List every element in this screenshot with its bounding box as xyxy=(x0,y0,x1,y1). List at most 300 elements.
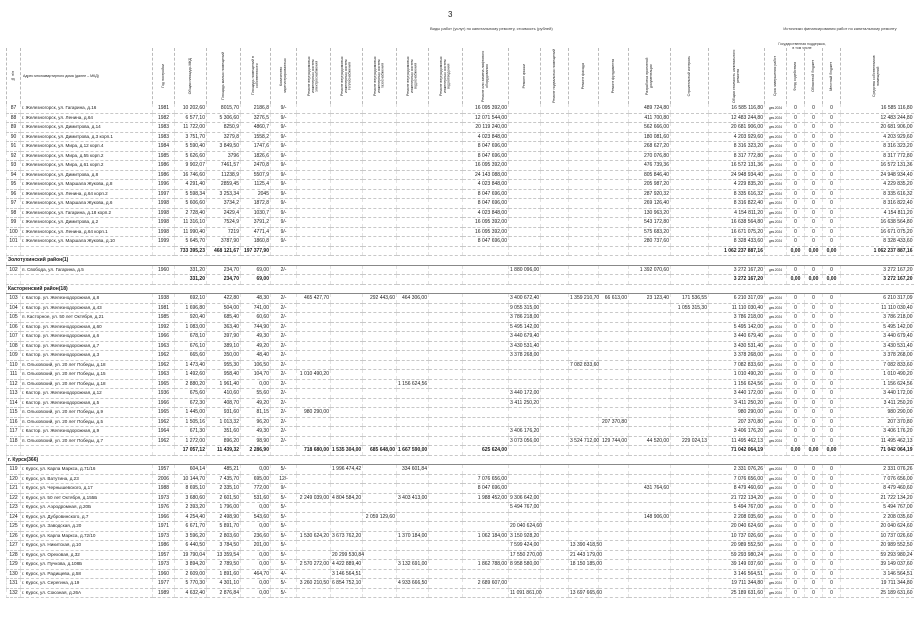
cell-wat xyxy=(397,332,429,342)
cell-el xyxy=(297,332,331,342)
cell-sew xyxy=(429,417,463,427)
cell-fac xyxy=(569,199,599,209)
cell-lift: 4 023 848,00 xyxy=(463,208,509,218)
cell-sew xyxy=(429,493,463,503)
cell-f: 0 xyxy=(787,427,805,437)
cell-term: дек.2024 xyxy=(765,360,787,370)
cell-b: 7219 xyxy=(207,227,241,237)
cell-s: 3 272 167,20 xyxy=(841,265,914,275)
cell-a: 17 057,12 xyxy=(175,446,207,456)
cell-o: 0 xyxy=(805,436,823,446)
table-row xyxy=(7,322,914,332)
cell-y: 1982 xyxy=(153,113,175,123)
cell-y: 1998 xyxy=(153,199,175,209)
cell-fac xyxy=(569,332,599,342)
cell-c: 464,70 xyxy=(241,569,271,579)
cell-m: 0 xyxy=(823,180,841,190)
cell-m: 0,00 xyxy=(823,275,841,285)
cell-b: 351,60 xyxy=(207,427,241,437)
cell-y: 1983 xyxy=(153,132,175,142)
cell-base xyxy=(541,465,569,475)
cell-d: 2/- xyxy=(271,322,297,332)
cell-y: 1973 xyxy=(153,531,175,541)
table-row xyxy=(7,436,914,446)
cell-fund xyxy=(599,427,629,437)
cell-base xyxy=(541,237,569,247)
cell-tot: 59 293 980,24 xyxy=(709,550,765,560)
cell-sew xyxy=(429,161,463,171)
cell-el xyxy=(297,189,331,199)
cell-el xyxy=(297,522,331,532)
table-row xyxy=(7,227,914,237)
cell-a: 5 590,40 xyxy=(175,142,207,152)
cell-heat xyxy=(331,389,363,399)
cell-wat: 1 667 590,00 xyxy=(398,447,428,453)
cell-el xyxy=(297,417,331,427)
cell-el xyxy=(297,265,331,275)
column-header-d xyxy=(271,48,297,104)
cell-fac xyxy=(569,474,599,484)
cell-d: 9/- xyxy=(271,237,297,247)
cell-el: 2 249 039,00 xyxy=(297,493,331,503)
cell-lift xyxy=(463,417,509,427)
column-header-lift xyxy=(463,48,509,104)
cell-s: 19 711 344,80 xyxy=(841,579,914,589)
cell-lift xyxy=(463,351,509,361)
cell-roof xyxy=(509,370,541,380)
cell-f: 0 xyxy=(787,332,805,342)
cell-wat xyxy=(397,227,429,237)
cell-n: 95 xyxy=(7,180,21,190)
cell-d: 2/- xyxy=(271,351,297,361)
cell-sew xyxy=(429,560,463,570)
cell-addr: п. Ольховский, ул. 20 лет Победы, д.15 xyxy=(21,370,153,380)
cell-tot: 2 208 035,60 xyxy=(709,512,765,522)
cell-base xyxy=(541,446,569,456)
cell-heat xyxy=(331,322,363,332)
cell-b: 408,70 xyxy=(207,398,241,408)
cell-tot: 20 681 906,00 xyxy=(709,123,765,133)
cell-sk xyxy=(671,208,709,218)
cell-term: дек.2024 xyxy=(765,550,787,560)
cell-s: 25 189 631,60 xyxy=(841,588,914,598)
cell-sew xyxy=(429,579,463,589)
cell-gas xyxy=(363,588,397,598)
cell-c: 69,00 xyxy=(241,275,271,285)
cell-d: 2/- xyxy=(271,398,297,408)
cell-fund xyxy=(599,569,629,579)
cell-lift xyxy=(463,332,509,342)
column-header-label: Разработка проектной документации xyxy=(644,57,653,95)
cell-base xyxy=(541,294,569,304)
cell-el xyxy=(297,569,331,579)
cell-f: 0 xyxy=(787,218,805,228)
cell-n: 122 xyxy=(7,493,21,503)
cell-a: 604,14 xyxy=(175,465,207,475)
cell-a: 5 770,30 xyxy=(175,579,207,589)
cell-fac xyxy=(569,218,599,228)
cell-sk xyxy=(671,237,709,247)
cell-term: дек.2024 xyxy=(765,389,787,399)
cell-c: 543,60 xyxy=(241,512,271,522)
cell-y: 1960 xyxy=(153,569,175,579)
cell-d xyxy=(271,275,297,285)
cell-tot: 16 572 131,36 xyxy=(709,161,765,171)
cell-n: 92 xyxy=(7,151,21,161)
cell-y: 1973 xyxy=(153,493,175,503)
cell-gas xyxy=(363,199,397,209)
cell-s: 5 494 767,00 xyxy=(841,503,914,513)
cell-fac xyxy=(569,379,599,389)
cell-fac xyxy=(569,322,599,332)
cell-o: 0 xyxy=(805,199,823,209)
cell-fund xyxy=(599,113,629,123)
cell-base xyxy=(541,398,569,408)
cell-base xyxy=(541,417,569,427)
cell-pd xyxy=(629,474,671,484)
cell-base xyxy=(541,379,569,389)
cell-fund xyxy=(599,189,629,199)
cell-lift: 8 047 696,00 xyxy=(463,142,509,152)
cell-n: 110 xyxy=(7,360,21,370)
cell-wat xyxy=(397,180,429,190)
cell-gas xyxy=(363,189,397,199)
cell-sk xyxy=(671,341,709,351)
cell-base xyxy=(541,351,569,361)
cell-heat xyxy=(331,474,363,484)
cell-addr: г. Кастор. ул. Железнодорожная, д.12 xyxy=(21,389,153,399)
cell-o: 0,00 xyxy=(805,446,823,456)
cell-gas xyxy=(363,132,397,142)
cell-m: 0 xyxy=(823,579,841,589)
cell-term: дек.2024 xyxy=(765,313,787,323)
cell-sew xyxy=(429,541,463,551)
column-header-s xyxy=(841,48,914,104)
cell-term: дек.2024 xyxy=(765,474,787,484)
cell-fund xyxy=(599,104,629,113)
cell-el xyxy=(297,465,331,475)
cell-sk: 229 024,13 xyxy=(671,436,709,446)
cell-sk xyxy=(671,199,709,209)
table-row xyxy=(7,417,914,427)
table-row xyxy=(7,493,914,503)
cell-lift xyxy=(463,550,509,560)
cell-pd: 543 172,80 xyxy=(629,218,671,228)
cell-f: 0 xyxy=(787,531,805,541)
cell-y: 1986 xyxy=(153,541,175,551)
cell-lift: 7 076 656,00 xyxy=(463,474,509,484)
cell-el xyxy=(297,113,331,123)
cell-base xyxy=(541,541,569,551)
cell-d: 5/- xyxy=(271,512,297,522)
cell-base xyxy=(541,123,569,133)
cell-fund: 129 744,00 xyxy=(599,436,629,446)
cell-roof xyxy=(509,208,541,218)
cell-gas: 2 059 129,60 xyxy=(363,512,397,522)
table-row xyxy=(7,379,914,389)
cell-a: 1 272,00 xyxy=(175,436,207,446)
cell-base xyxy=(541,569,569,579)
cell-lift: 16 095 392,00 xyxy=(463,218,509,228)
cell-term: дек.2024 xyxy=(765,408,787,418)
cell-gas xyxy=(363,550,397,560)
cell-fac xyxy=(569,132,599,142)
cell-wat xyxy=(397,303,429,313)
cell-el: 2 570 272,00 xyxy=(297,560,331,570)
column-header-addr xyxy=(21,48,153,104)
cell-f: 0 xyxy=(787,199,805,209)
cell-n: 127 xyxy=(7,541,21,551)
cell-base xyxy=(541,104,569,113)
cell-fac: 13 697 665,60 xyxy=(570,589,602,596)
cell-n: 117 xyxy=(7,427,21,437)
cell-gas xyxy=(363,322,397,332)
cell-sew xyxy=(429,370,463,380)
cell-c: 0,00 xyxy=(241,579,271,589)
cell-s: 24 948 934,40 xyxy=(841,170,914,180)
cell-tot: 71 042 064,19 xyxy=(709,446,765,456)
cell-pd xyxy=(629,550,671,560)
cell-lift: 24 143 088,00 xyxy=(463,170,509,180)
cell-d: 2/- xyxy=(271,436,297,446)
section-row xyxy=(7,455,914,465)
cell-sk xyxy=(671,180,709,190)
cell-fund xyxy=(599,398,629,408)
cell-fund xyxy=(599,161,629,171)
column-header-tot xyxy=(709,48,765,104)
cell-gas xyxy=(363,436,397,446)
cell-pd xyxy=(629,379,671,389)
cell-base xyxy=(541,180,569,190)
cell-pd xyxy=(629,313,671,323)
cell-pd: 287 920,32 xyxy=(629,189,671,199)
cell-n: 111 xyxy=(7,370,21,380)
cell-sew xyxy=(429,398,463,408)
cell-el xyxy=(297,246,331,256)
cell-f: 0 xyxy=(787,360,805,370)
cell-fac xyxy=(569,579,599,589)
cell-s: 20 040 624,60 xyxy=(841,522,914,532)
cell-m: 0 xyxy=(823,569,841,579)
cell-roof xyxy=(509,246,541,256)
cell-d: 9/- xyxy=(271,151,297,161)
cell-fund xyxy=(599,560,629,570)
cell-sk xyxy=(671,360,709,370)
cell-n: 94 xyxy=(7,170,21,180)
cell-sew xyxy=(429,313,463,323)
cell-a: 5 626,60 xyxy=(175,151,207,161)
cell-el xyxy=(297,588,331,598)
cell-tot: 7 082 833,60 xyxy=(709,360,765,370)
cell-d: 2/- xyxy=(271,341,297,351)
cell-a: 665,60 xyxy=(175,351,207,361)
cell-el xyxy=(297,389,331,399)
cell-el xyxy=(297,351,331,361)
cell-f: 0 xyxy=(787,579,805,589)
cell-n: 99 xyxy=(7,218,21,228)
cell-a: 692,10 xyxy=(175,294,207,304)
cell-el xyxy=(297,474,331,484)
cell-lift xyxy=(463,313,509,323)
cell-a: 4 254,40 xyxy=(175,512,207,522)
cell-d: 5/- xyxy=(271,560,297,570)
cell-fund xyxy=(599,322,629,332)
cell-roof: 3 440 679,40 xyxy=(510,333,540,339)
cell-m: 0 xyxy=(823,132,841,142)
cell-sew xyxy=(429,132,463,142)
state-support-caption: Государственная поддержка, в том числе xyxy=(778,42,826,50)
cell-f: 0 xyxy=(787,180,805,190)
cell-tot: 1 156 624,56 xyxy=(709,379,765,389)
cell-a: 1 445,00 xyxy=(175,408,207,418)
cell-d: 2/- xyxy=(271,408,297,418)
cell-pd xyxy=(629,522,671,532)
cell-a: 1 505,16 xyxy=(175,417,207,427)
cell-y: 1938 xyxy=(153,294,175,304)
cell-d: 2/- xyxy=(271,417,297,427)
cell-d: 5/- xyxy=(271,531,297,541)
cell-pd xyxy=(629,588,671,598)
cell-el xyxy=(297,436,331,446)
cell-wat xyxy=(397,484,429,494)
cell-pd: 431 764,60 xyxy=(629,484,671,494)
cell-o: 0 xyxy=(805,484,823,494)
cell-pd xyxy=(629,398,671,408)
cell-m: 0 xyxy=(823,351,841,361)
cell-d: 12/- xyxy=(271,474,297,484)
cell-tot: 16 671 075,20 xyxy=(709,227,765,237)
cell-base xyxy=(541,142,569,152)
cell-fac xyxy=(569,275,599,285)
cell-c: 2186,8 xyxy=(241,104,271,113)
cell-sew xyxy=(429,246,463,256)
cell-m: 0 xyxy=(823,189,841,199)
column-header-pd xyxy=(629,48,671,104)
cell-sew xyxy=(429,180,463,190)
cell-gas xyxy=(363,484,397,494)
cell-roof: 3 378 268,00 xyxy=(510,352,540,358)
cell-addr xyxy=(21,246,153,256)
column-header-b xyxy=(207,48,241,104)
cell-b: 234,70 xyxy=(207,275,241,285)
cell-fund xyxy=(599,360,629,370)
cell-fac xyxy=(569,446,599,456)
cell-roof: 3 786 218,00 xyxy=(510,314,540,320)
cell-heat xyxy=(331,189,363,199)
cell-d: 9/- xyxy=(271,123,297,133)
cell-heat: 3 673 762,20 xyxy=(332,532,362,539)
cell-d: 2/- xyxy=(271,332,297,342)
cell-o: 0 xyxy=(805,113,823,123)
cell-sk xyxy=(671,531,709,541)
cell-wat xyxy=(397,512,429,522)
cell-c: 4860,7 xyxy=(241,123,271,133)
cell-el xyxy=(297,199,331,209)
cell-fac xyxy=(569,493,599,503)
cell-m: 0 xyxy=(823,465,841,475)
page-number: 3 xyxy=(448,10,453,19)
cell-y: 1965 xyxy=(153,379,175,389)
cell-a: 1 473,40 xyxy=(175,360,207,370)
cell-sew xyxy=(429,360,463,370)
cell-gas xyxy=(363,360,397,370)
cell-term: дек.2024 xyxy=(765,379,787,389)
column-header-label: Ремонт фасада xyxy=(580,62,585,90)
column-header-label: Ремонт внутридомовых инженерных систем теплоснабжения xyxy=(339,56,352,96)
cell-b: 3 784,50 xyxy=(207,541,241,551)
table-row xyxy=(7,569,914,579)
cell-pd: 575 683,20 xyxy=(629,227,671,237)
cell-term xyxy=(765,446,787,456)
cell-fund xyxy=(599,265,629,275)
cell-m: 0 xyxy=(823,560,841,570)
cell-a: 733 395,23 xyxy=(175,246,207,256)
cell-c: 106,50 xyxy=(241,360,271,370)
cell-lift: 8 047 696,00 xyxy=(463,237,509,247)
cell-sk xyxy=(671,446,709,456)
cell-tot: 8 316 822,40 xyxy=(709,199,765,209)
cell-s: 4 203 929,60 xyxy=(841,132,914,142)
cell-sew xyxy=(429,351,463,361)
cell-y: 1985 xyxy=(153,151,175,161)
cell-f: 0 xyxy=(787,132,805,142)
column-header-label: № п/п xyxy=(10,71,15,81)
cell-heat xyxy=(331,199,363,209)
cell-n: 112 xyxy=(7,379,21,389)
cell-pd xyxy=(629,560,671,570)
cell-c: 49,30 xyxy=(241,332,271,342)
cell-o: 0 xyxy=(805,161,823,171)
cell-wat xyxy=(397,199,429,209)
column-header-label: Ремонт внутридомовых инженерных систем водоснабжения xyxy=(405,56,418,96)
table-row xyxy=(7,113,914,123)
cell-y: 1973 xyxy=(153,560,175,570)
cell-pd: 476 739,36 xyxy=(629,161,671,171)
cell-addr xyxy=(21,446,153,456)
cell-heat xyxy=(331,370,363,380)
cell-d xyxy=(271,446,297,456)
cell-pd: 205 987,20 xyxy=(629,180,671,190)
cell-gas xyxy=(363,531,397,541)
cell-s: 16 638 564,80 xyxy=(841,218,914,228)
cell-term: дек.2024 xyxy=(765,541,787,551)
column-header-label: Общая площадь МКД xyxy=(187,57,192,95)
table-row xyxy=(7,332,914,342)
cell-term: дек.2024 xyxy=(765,151,787,161)
cell-addr: г. Кастор. ул. Железнодорожная, д.6 xyxy=(21,332,153,342)
cell-base xyxy=(541,493,569,503)
cell-el xyxy=(297,427,331,437)
cell-lift: 12 071 544,00 xyxy=(463,113,509,123)
cell-gas xyxy=(363,398,397,408)
column-header-label: Площадь помещений в собственности xyxy=(250,56,259,96)
cell-d: 5/- xyxy=(271,588,297,598)
cell-c: 772,00 xyxy=(241,484,271,494)
cell-d: 5/- xyxy=(271,465,297,475)
cell-m: 0 xyxy=(823,313,841,323)
cell-m: 0 xyxy=(823,123,841,133)
cell-s: 3 440 679,40 xyxy=(841,332,914,342)
cell-tot: 10 737 026,60 xyxy=(709,531,765,541)
cell-term: дек.2024 xyxy=(765,132,787,142)
cell-lift: 4 023 848,00 xyxy=(463,180,509,190)
cell-heat xyxy=(331,294,363,304)
cell-fac xyxy=(569,408,599,418)
cell-heat xyxy=(331,522,363,532)
cell-roof xyxy=(509,579,541,589)
cell-f: 0 xyxy=(787,313,805,323)
table-row xyxy=(7,151,914,161)
